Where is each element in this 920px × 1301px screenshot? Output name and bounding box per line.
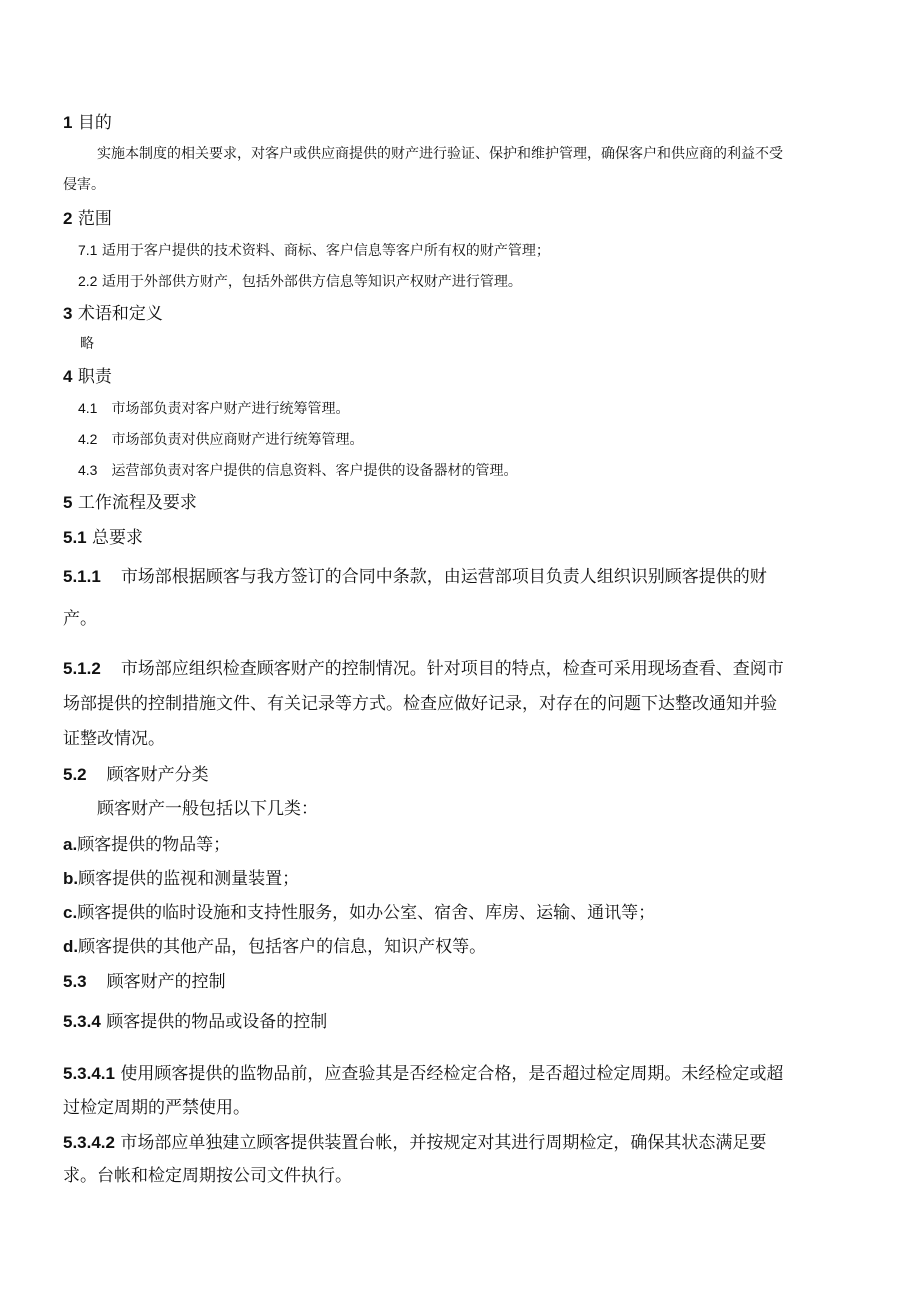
section-1-heading: 1 目的 bbox=[63, 113, 112, 133]
section-4-item-1: 4.1 市场部负责对客户财产进行统筹管理。 bbox=[78, 400, 350, 417]
section-1-paragraph-line-1: 实施本制度的相关要求，对客户或供应商提供的财产进行验证、保护和维护管理，确保客户和供应商的利益不受 bbox=[97, 146, 783, 162]
clause-5-3-4-1-line-1: 5.3.4.1 使用顾客提供的监物品前，应查验其是否经检定合格，是否超过检定周期。未经检定或超 bbox=[63, 1064, 784, 1084]
section-5-3-4-heading: 5.3.4 顾客提供的物品或设备的控制 bbox=[63, 1012, 328, 1032]
clause-5-3-4-2-line-2: 求。台帐和检定周期按公司文件执行。 bbox=[63, 1166, 352, 1186]
category-b: b.顾客提供的监视和测量装置； bbox=[63, 869, 300, 889]
section-2-heading: 2 范围 bbox=[63, 209, 112, 229]
category-c: c.顾客提供的临时设施和支持性服务，如办公室、宿舍、库房、运输、通讯等； bbox=[63, 903, 656, 923]
section-2-item-1: 7.1 适用于客户提供的技术资料、商标、客户信息等客户所有权的财产管理； bbox=[78, 242, 550, 259]
clause-5-1-2-line-2: 场部提供的控制措施文件、有关记录等方式。检查应做好记录，对存在的问题下达整改通知并验 bbox=[63, 694, 777, 714]
clause-5-1-2-line-1: 5.1.2 市场部应组织检查顾客财产的控制情况。针对项目的特点，检查可采用现场查看、查阅市 bbox=[63, 659, 784, 679]
section-3-heading: 3 术语和定义 bbox=[63, 304, 163, 324]
clause-5-3-4-2-line-1: 5.3.4.2 市场部应单独建立顾客提供装置台帐，并按规定对其进行周期检定，确保其状态满足要 bbox=[63, 1133, 767, 1153]
section-2-item-2: 2.2 适用于外部供方财产，包括外部供方信息等知识产权财产进行管理。 bbox=[78, 273, 522, 290]
section-4-item-3: 4.3 运营部负责对客户提供的信息资料、客户提供的设备器材的管理。 bbox=[78, 462, 518, 479]
category-d: d.顾客提供的其他产品，包括客户的信息，知识产权等。 bbox=[63, 937, 487, 957]
section-5-heading: 5 工作流程及要求 bbox=[63, 493, 197, 513]
clause-5-1-1-line-2: 产。 bbox=[63, 609, 97, 629]
section-5-2-intro: 顾客财产一般包括以下几类： bbox=[97, 799, 318, 819]
clause-5-3-4-1-line-2: 过检定周期的严禁使用。 bbox=[63, 1098, 250, 1118]
section-5-1-heading: 5.1 总要求 bbox=[63, 528, 144, 548]
section-4-heading: 4 职责 bbox=[63, 367, 112, 387]
section-4-item-2: 4.2 市场部负责对供应商财产进行统筹管理。 bbox=[78, 431, 364, 448]
section-5-3-heading: 5.3 顾客财产的控制 bbox=[63, 972, 226, 992]
section-5-2-heading: 5.2 顾客财产分类 bbox=[63, 765, 209, 785]
section-1-paragraph-line-2: 侵害。 bbox=[63, 177, 105, 193]
section-3-body: 略 bbox=[80, 336, 94, 352]
clause-5-1-2-line-3: 证整改情况。 bbox=[63, 729, 165, 749]
category-a: a.顾客提供的物品等； bbox=[63, 835, 231, 855]
clause-5-1-1-line-1: 5.1.1 市场部根据顾客与我方签订的合同中条款，由运营部项目负责人组织识别顾客提供的财 bbox=[63, 567, 767, 587]
